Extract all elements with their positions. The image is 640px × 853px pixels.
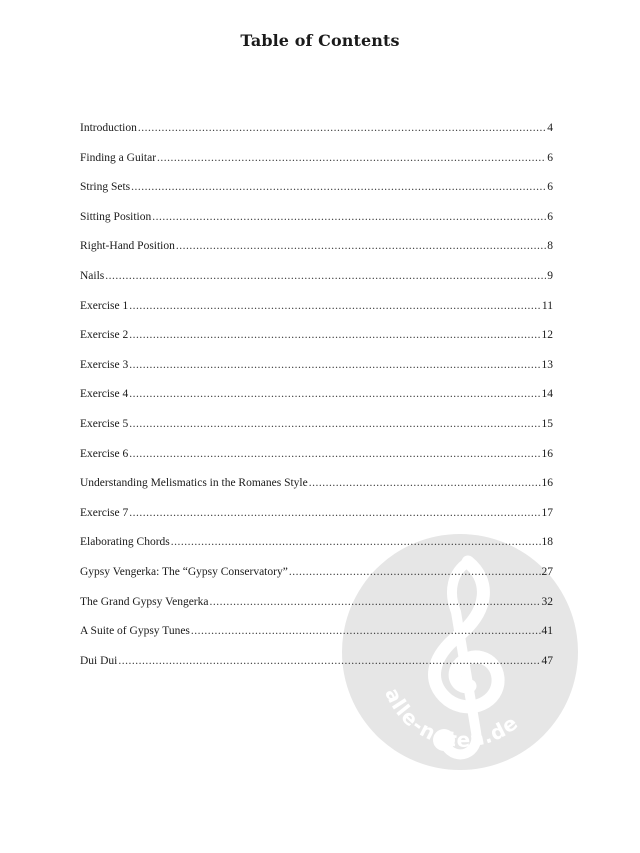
toc-entry[interactable] bbox=[80, 624, 553, 654]
toc-dot-leader bbox=[191, 624, 541, 638]
toc-entry[interactable] bbox=[80, 151, 553, 181]
toc-dot-leader bbox=[289, 565, 541, 579]
toc-dot-leader bbox=[129, 358, 540, 372]
toc-entry-page: 17 bbox=[541, 506, 553, 519]
toc-dot-leader bbox=[129, 447, 540, 461]
toc-entry[interactable] bbox=[80, 210, 553, 240]
toc-entry-label: Elaborating Chords bbox=[80, 536, 170, 549]
toc-dot-leader bbox=[129, 328, 540, 342]
toc-entry-label: Right-Hand Position bbox=[80, 240, 175, 253]
toc-entry-page: 27 bbox=[541, 565, 553, 578]
toc-list bbox=[80, 121, 553, 683]
toc-entry-page: 47 bbox=[541, 654, 553, 667]
toc-entry-label: A Suite of Gypsy Tunes bbox=[80, 625, 190, 638]
toc-entry[interactable] bbox=[80, 506, 553, 536]
toc-entry-page: 41 bbox=[541, 625, 553, 638]
toc-entry[interactable] bbox=[80, 417, 553, 447]
toc-entry[interactable] bbox=[80, 476, 553, 506]
toc-entry-label: Sitting Position bbox=[80, 210, 152, 223]
toc-dot-leader bbox=[105, 269, 546, 283]
toc-entry-page: 6 bbox=[547, 181, 553, 194]
toc-entry[interactable] bbox=[80, 535, 553, 565]
toc-dot-leader bbox=[152, 210, 546, 224]
toc-entry[interactable] bbox=[80, 358, 553, 388]
toc-entry-page: 16 bbox=[541, 447, 553, 460]
toc-entry-page: 16 bbox=[541, 477, 553, 490]
toc-entry-label: Understanding Melismatics in the Romanes Style bbox=[80, 477, 308, 490]
toc-entry-label: Exercise 4 bbox=[80, 388, 129, 401]
toc-entry-label: Exercise 6 bbox=[80, 447, 129, 460]
toc-entry[interactable] bbox=[80, 328, 553, 358]
toc-entry-page: 14 bbox=[541, 388, 553, 401]
toc-entry-page: 8 bbox=[547, 240, 553, 253]
toc-dot-leader bbox=[118, 654, 540, 668]
toc-dot-leader bbox=[129, 417, 540, 431]
toc-entry-page: 11 bbox=[541, 299, 553, 312]
toc-entry[interactable] bbox=[80, 565, 553, 595]
toc-entry[interactable] bbox=[80, 269, 553, 299]
toc-dot-leader bbox=[138, 121, 546, 135]
toc-dot-leader bbox=[131, 180, 546, 194]
toc-dot-leader bbox=[129, 387, 540, 401]
toc-entry-page: 32 bbox=[541, 595, 553, 608]
toc-entry-label: Exercise 1 bbox=[80, 299, 129, 312]
toc-dot-leader bbox=[210, 595, 541, 609]
toc-entry[interactable] bbox=[80, 180, 553, 210]
toc-entry-label: Exercise 3 bbox=[80, 358, 129, 371]
toc-entry-label: Dui Dui bbox=[80, 654, 118, 667]
toc-entry[interactable] bbox=[80, 387, 553, 417]
page-title: Table of Contents bbox=[240, 31, 400, 50]
toc-entry-label: Nails bbox=[80, 269, 105, 282]
toc-entry-label: Introduction bbox=[80, 122, 137, 134]
toc-entry-label: String Sets bbox=[80, 181, 131, 194]
toc-dot-leader bbox=[176, 239, 546, 253]
toc-entry[interactable] bbox=[80, 239, 553, 269]
toc-entry[interactable] bbox=[80, 121, 553, 151]
toc-entry[interactable] bbox=[80, 447, 553, 477]
toc-entry[interactable] bbox=[80, 595, 553, 625]
toc-entry-page: 18 bbox=[541, 536, 553, 549]
toc-entry-label: Exercise 5 bbox=[80, 417, 129, 430]
toc-entry-page: 15 bbox=[541, 417, 553, 430]
toc-entry-label: Exercise 7 bbox=[80, 506, 129, 519]
toc-entry[interactable] bbox=[80, 654, 553, 684]
toc-entry-label: Gypsy Vengerka: The “Gypsy Conservatory” bbox=[80, 565, 288, 578]
toc-entry[interactable] bbox=[80, 299, 553, 329]
toc-entry-label: The Grand Gypsy Vengerka bbox=[80, 595, 209, 608]
toc-entry-page: 4 bbox=[547, 122, 553, 134]
toc-entry-page: 12 bbox=[541, 329, 553, 342]
toc-entry-label: Finding a Guitar bbox=[80, 151, 157, 164]
toc-dot-leader bbox=[171, 535, 541, 549]
toc-dot-leader bbox=[309, 476, 541, 490]
watermark-text: alle-noten.de bbox=[380, 684, 523, 752]
toc-entry-page: 6 bbox=[547, 210, 553, 223]
toc-entry-label: Exercise 2 bbox=[80, 329, 129, 342]
toc-entry-page: 13 bbox=[541, 358, 553, 371]
toc-entry-page: 9 bbox=[547, 269, 553, 282]
toc-entry-page: 6 bbox=[547, 151, 553, 164]
toc-dot-leader bbox=[129, 299, 541, 313]
toc-dot-leader bbox=[129, 506, 540, 520]
toc-dot-leader bbox=[157, 151, 546, 165]
